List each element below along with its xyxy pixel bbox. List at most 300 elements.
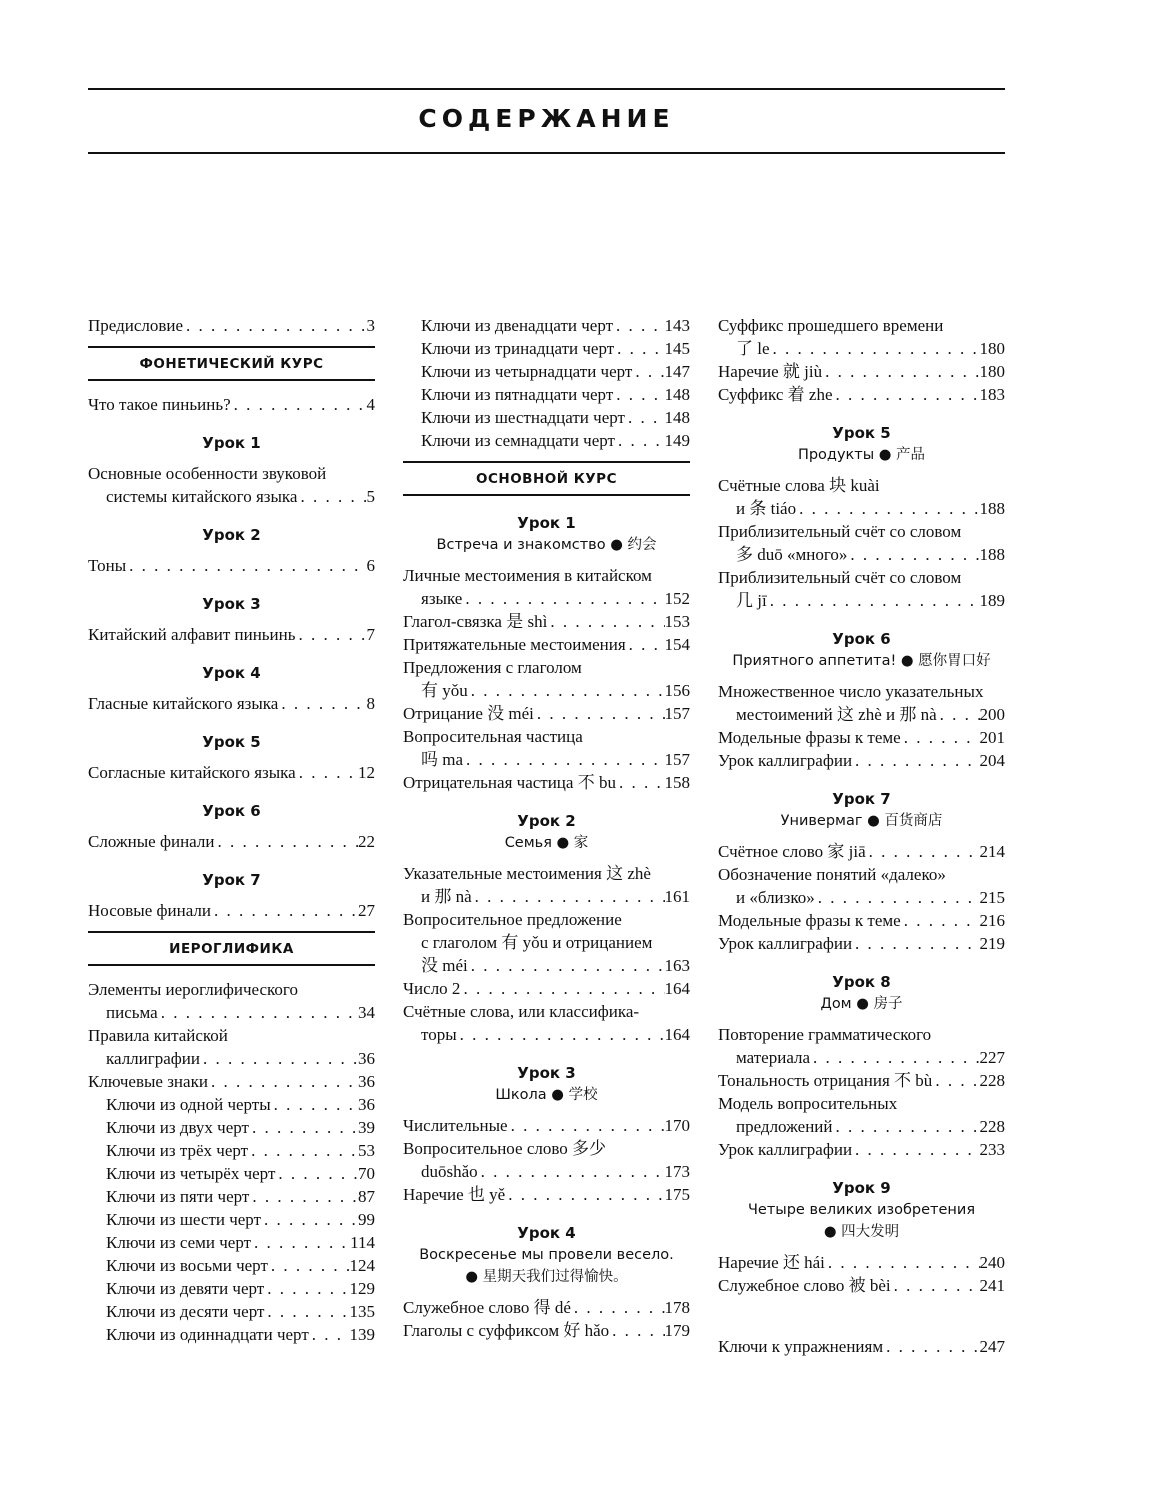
lesson-subtitle: ● 四大发明 bbox=[823, 1224, 900, 1240]
toc-entry[interactable] bbox=[718, 1069, 1005, 1092]
entry-text: Ключевые знаки bbox=[88, 1072, 208, 1091]
lesson-header bbox=[718, 971, 1005, 1015]
dot-leader bbox=[200, 1047, 358, 1070]
entry-text: и 条 tiáo bbox=[736, 499, 797, 518]
page-number: 8 bbox=[366, 694, 375, 713]
page-number: 183 bbox=[979, 385, 1005, 404]
toc-subentry[interactable] bbox=[88, 1208, 375, 1231]
page-number: 7 bbox=[366, 625, 375, 644]
dot-leader bbox=[847, 543, 979, 566]
dot-leader bbox=[626, 633, 665, 656]
toc-entry[interactable] bbox=[718, 863, 1005, 909]
page-number: 200 bbox=[979, 705, 1005, 724]
entry-text: Элементы иероглифического bbox=[88, 980, 298, 999]
page-number: 148 bbox=[664, 385, 690, 404]
page-number: 179 bbox=[664, 1321, 690, 1340]
entry-text: 多 duō «много» bbox=[736, 545, 848, 564]
page-number: 188 bbox=[979, 499, 1005, 518]
toc-entry[interactable] bbox=[718, 1092, 1005, 1138]
toc-entry[interactable] bbox=[403, 702, 690, 725]
entry-text: Тоны bbox=[88, 556, 127, 575]
lesson-title: Урок 5 bbox=[202, 733, 261, 751]
entry-text: Что такое пиньинь? bbox=[88, 395, 231, 414]
toc-entry[interactable] bbox=[88, 761, 375, 784]
page-number: 124 bbox=[349, 1256, 375, 1275]
toc-entry[interactable] bbox=[403, 725, 690, 771]
dot-leader bbox=[261, 1208, 358, 1231]
dot-leader bbox=[616, 771, 665, 794]
entry-text: Ключи из десяти черт bbox=[106, 1302, 265, 1321]
dot-leader bbox=[613, 314, 664, 337]
toc-column-2 bbox=[403, 314, 690, 1342]
dot-leader bbox=[508, 1114, 665, 1137]
lesson-title: Урок 1 bbox=[517, 514, 576, 532]
page-number: 180 bbox=[979, 339, 1005, 358]
lesson-header bbox=[718, 628, 1005, 672]
entry-text: Ключи из двенадцати черт bbox=[421, 316, 614, 335]
dot-leader bbox=[833, 383, 980, 406]
lesson-subtitle: Воскресенье мы провели весело. bbox=[419, 1247, 674, 1263]
dot-leader bbox=[183, 314, 366, 337]
entry-text: Наречие 也 yě bbox=[403, 1185, 506, 1204]
toc-subentry[interactable] bbox=[403, 406, 690, 429]
page-number: 143 bbox=[664, 316, 690, 335]
lesson-subtitle: Четыре великих изобретения bbox=[747, 1202, 976, 1218]
entry-text: Счётные слова 块 kuài bbox=[718, 476, 880, 495]
entry-text: Ключи к упражнениям bbox=[718, 1337, 884, 1356]
top-rule bbox=[88, 88, 1005, 90]
dot-leader bbox=[770, 337, 980, 360]
page-number: 204 bbox=[979, 751, 1005, 770]
entry-text: и «близко» bbox=[736, 888, 815, 907]
toc-entry[interactable] bbox=[403, 1296, 690, 1319]
entry-text: Приблизительный счёт со словом bbox=[718, 568, 962, 587]
page-number: 163 bbox=[664, 956, 690, 975]
lesson-header bbox=[718, 422, 1005, 466]
toc-entry[interactable] bbox=[718, 314, 1005, 360]
toc-entry[interactable] bbox=[88, 314, 375, 337]
lesson-header bbox=[88, 800, 375, 822]
page-number: 36 bbox=[358, 1095, 375, 1114]
lesson-subtitle: Дом ● 房子 bbox=[820, 996, 903, 1012]
dot-leader bbox=[251, 1231, 350, 1254]
toc-entry[interactable] bbox=[718, 909, 1005, 932]
page-number: 175 bbox=[664, 1185, 690, 1204]
entry-text: Ключи из девяти черт bbox=[106, 1279, 265, 1298]
dot-leader bbox=[822, 360, 979, 383]
entry-text: Повторение грамматического bbox=[718, 1025, 932, 1044]
dot-leader bbox=[478, 1160, 665, 1183]
entry-text: Служебное слово 被 bèi bbox=[718, 1276, 891, 1295]
entry-text: Вопросительное предложение bbox=[403, 910, 622, 929]
toc-entry[interactable] bbox=[403, 610, 690, 633]
entry-text: Глаголы с суффиксом 好 hǎo bbox=[403, 1321, 610, 1340]
dot-leader bbox=[937, 703, 980, 726]
dot-leader bbox=[126, 554, 366, 577]
entry-text: Ключи из пяти черт bbox=[106, 1187, 250, 1206]
entry-text: Личные местоимения в китайском bbox=[403, 566, 652, 585]
toc-subentry[interactable] bbox=[88, 1139, 375, 1162]
entry-text: Ключи из шестнадцати черт bbox=[421, 408, 625, 427]
page-number: 170 bbox=[664, 1116, 690, 1135]
toc-entry[interactable] bbox=[718, 840, 1005, 863]
entry-text: Множественное число указательных bbox=[718, 682, 984, 701]
dot-leader bbox=[852, 932, 979, 955]
entry-text: Тональность отрицания 不 bù bbox=[718, 1071, 933, 1090]
dot-leader bbox=[833, 1115, 980, 1138]
page-number: 228 bbox=[979, 1071, 1005, 1090]
toc-subentry[interactable] bbox=[88, 1277, 375, 1300]
toc-subentry[interactable] bbox=[403, 383, 690, 406]
toc-entry[interactable] bbox=[718, 360, 1005, 383]
dot-leader bbox=[264, 1277, 349, 1300]
lesson-subtitle: Универмаг ● 百货商店 bbox=[780, 813, 943, 829]
toc-column-3 bbox=[718, 314, 1005, 1358]
toc-subentry[interactable] bbox=[88, 1231, 375, 1254]
dot-leader bbox=[468, 954, 665, 977]
page-number: 214 bbox=[979, 842, 1005, 861]
page-number: 158 bbox=[664, 773, 690, 792]
toc-entry[interactable] bbox=[403, 1319, 690, 1342]
lesson-title: Урок 3 bbox=[517, 1064, 576, 1082]
toc-entry[interactable] bbox=[718, 1023, 1005, 1069]
entry-text: Ключи из одиннадцати черт bbox=[106, 1325, 309, 1344]
dot-leader bbox=[211, 899, 358, 922]
toc-entry[interactable] bbox=[88, 830, 375, 853]
entry-text: материала bbox=[736, 1048, 811, 1067]
page-number: 22 bbox=[358, 832, 375, 851]
dot-leader bbox=[625, 406, 665, 429]
page-number: 114 bbox=[350, 1233, 375, 1252]
page-number: 228 bbox=[979, 1117, 1005, 1136]
toc-entry[interactable] bbox=[718, 932, 1005, 955]
dot-leader bbox=[796, 497, 979, 520]
page-number: 241 bbox=[979, 1276, 1005, 1295]
page-number: 188 bbox=[979, 545, 1005, 564]
dot-leader bbox=[158, 1001, 358, 1024]
dot-leader bbox=[632, 360, 664, 383]
page-number: 139 bbox=[349, 1325, 375, 1344]
page-number: 147 bbox=[664, 362, 690, 381]
lesson-header bbox=[718, 788, 1005, 832]
page-number: 189 bbox=[979, 591, 1005, 610]
toc-entry[interactable] bbox=[403, 633, 690, 656]
toc-subentry[interactable] bbox=[88, 1254, 375, 1277]
entry-text: Число 2 bbox=[403, 979, 461, 998]
page-number: 240 bbox=[979, 1253, 1005, 1272]
entry-text: Согласные китайского языка bbox=[88, 763, 296, 782]
dot-leader bbox=[309, 1323, 350, 1346]
entry-text: Счётное слово 家 jiā bbox=[718, 842, 866, 861]
page-number: 180 bbox=[979, 362, 1005, 381]
dot-leader bbox=[891, 1274, 980, 1297]
toc-entry[interactable] bbox=[718, 749, 1005, 772]
toc-entry[interactable] bbox=[403, 656, 690, 702]
lesson-subtitle: Школа ● 学校 bbox=[495, 1087, 598, 1103]
entry-text: Суффикс прошедшего времени bbox=[718, 316, 944, 335]
lesson-title: Урок 4 bbox=[202, 664, 261, 682]
entry-text: Модельные фразы к теме bbox=[718, 728, 901, 747]
lesson-header bbox=[718, 1177, 1005, 1243]
lesson-title: Урок 7 bbox=[832, 790, 891, 808]
page-number: 4 bbox=[366, 395, 375, 414]
lesson-title: Урок 5 bbox=[832, 424, 891, 442]
entry-text: Ключи из одной черты bbox=[106, 1095, 271, 1114]
entry-text: 没 méi bbox=[421, 956, 468, 975]
page-number: 164 bbox=[664, 979, 690, 998]
page-number: 5 bbox=[366, 487, 375, 506]
lesson-title: Урок 2 bbox=[202, 526, 261, 544]
dot-leader bbox=[271, 1093, 358, 1116]
page-number: 216 bbox=[979, 911, 1005, 930]
page-number: 129 bbox=[349, 1279, 375, 1298]
dot-leader bbox=[883, 1335, 979, 1358]
toc-entry[interactable] bbox=[718, 1251, 1005, 1274]
dot-leader bbox=[547, 610, 664, 633]
dot-leader bbox=[615, 429, 665, 452]
entry-text: Модельные фразы к теме bbox=[718, 911, 901, 930]
dot-leader bbox=[767, 589, 980, 612]
lesson-header bbox=[88, 593, 375, 615]
dot-leader bbox=[214, 830, 358, 853]
entry-text: 了 le bbox=[736, 339, 770, 358]
toc-entry[interactable] bbox=[88, 692, 375, 715]
toc-entry[interactable] bbox=[88, 623, 375, 646]
dot-leader bbox=[249, 1185, 358, 1208]
page-number: 3 bbox=[366, 316, 375, 335]
entry-text: системы китайского языка bbox=[106, 487, 298, 506]
lesson-header bbox=[88, 432, 375, 454]
toc-entry[interactable] bbox=[88, 899, 375, 922]
toc-entry[interactable] bbox=[88, 462, 375, 508]
dot-leader bbox=[268, 1254, 350, 1277]
toc-entry[interactable] bbox=[88, 1024, 375, 1070]
dot-leader bbox=[275, 1162, 358, 1185]
dot-leader bbox=[901, 726, 980, 749]
entry-text: Ключи из тринадцати черт bbox=[421, 339, 615, 358]
toc-entry[interactable] bbox=[403, 908, 690, 977]
lesson-title: Урок 4 bbox=[517, 1224, 576, 1242]
toc-entry[interactable] bbox=[403, 1000, 690, 1046]
lesson-title: Урок 8 bbox=[832, 973, 891, 991]
page-number: 247 bbox=[979, 1337, 1005, 1356]
dot-leader bbox=[815, 886, 980, 909]
page-number: 227 bbox=[979, 1048, 1005, 1067]
lesson-title: Урок 1 bbox=[202, 434, 261, 452]
dot-leader bbox=[609, 1319, 664, 1342]
toc-entry[interactable] bbox=[718, 726, 1005, 749]
lesson-header bbox=[403, 810, 690, 854]
page-number: 70 bbox=[358, 1164, 375, 1183]
toc-subentry[interactable] bbox=[403, 337, 690, 360]
entry-text: Сложные финали bbox=[88, 832, 215, 851]
page-number: 148 bbox=[664, 408, 690, 427]
entry-text: Числительные bbox=[403, 1116, 508, 1135]
toc-entry[interactable] bbox=[88, 1070, 375, 1093]
lesson-title: Урок 7 bbox=[202, 871, 261, 889]
entry-text: Правила китайской bbox=[88, 1026, 228, 1045]
toc-entry[interactable] bbox=[403, 862, 690, 908]
dot-leader bbox=[505, 1183, 664, 1206]
page-number: 156 bbox=[664, 681, 690, 700]
lesson-subtitle: Приятного аппетита! ● 愿你胃口好 bbox=[732, 653, 991, 669]
page-number: 34 bbox=[358, 1003, 375, 1022]
lesson-title: Урок 6 bbox=[832, 630, 891, 648]
dot-leader bbox=[248, 1139, 358, 1162]
lesson-header bbox=[88, 869, 375, 891]
dot-leader bbox=[462, 587, 664, 610]
page-number: 233 bbox=[979, 1140, 1005, 1159]
dot-leader bbox=[472, 885, 665, 908]
toc-subentry[interactable] bbox=[403, 429, 690, 452]
entry-text: Гласные китайского языка bbox=[88, 694, 279, 713]
toc-entry[interactable] bbox=[718, 520, 1005, 566]
section-heading: ФОНЕТИЧЕСКИЙ КУРС bbox=[88, 346, 375, 381]
entry-text: 吗 ma bbox=[421, 750, 464, 769]
page-number: 39 bbox=[358, 1118, 375, 1137]
page-number: 154 bbox=[664, 635, 690, 654]
page-number: 157 bbox=[664, 704, 690, 723]
toc-subentry[interactable] bbox=[88, 1185, 375, 1208]
entry-text: Обозначение понятий «далеко» bbox=[718, 865, 946, 884]
entry-text: торы bbox=[421, 1025, 457, 1044]
toc-entry[interactable] bbox=[88, 393, 375, 416]
toc-entry[interactable] bbox=[718, 1335, 1005, 1358]
page-number: 164 bbox=[664, 1025, 690, 1044]
dot-leader bbox=[297, 485, 366, 508]
entry-text: Предложения с глаголом bbox=[403, 658, 582, 677]
entry-text: 几 jī bbox=[736, 591, 767, 610]
dot-leader bbox=[231, 393, 367, 416]
page-number: 36 bbox=[358, 1049, 375, 1068]
toc-entry[interactable] bbox=[88, 554, 375, 577]
entry-text: и 那 nà bbox=[421, 887, 472, 906]
entry-text: Отрицание 没 méi bbox=[403, 704, 534, 723]
page-number: 99 bbox=[358, 1210, 375, 1229]
toc-entry[interactable] bbox=[88, 978, 375, 1024]
entry-text: Указательные местоимения 这 zhè bbox=[403, 864, 651, 883]
page-number: 161 bbox=[664, 887, 690, 906]
entry-text: Ключи из семи черт bbox=[106, 1233, 252, 1252]
lesson-title: Урок 2 bbox=[517, 812, 576, 830]
page-number: 152 bbox=[664, 589, 690, 608]
toc-entry[interactable] bbox=[403, 1137, 690, 1183]
section-heading: ИЕРОГЛИФИКА bbox=[88, 931, 375, 966]
dot-leader bbox=[901, 909, 980, 932]
section-heading: ОСНОВНОЙ КУРС bbox=[403, 461, 690, 496]
lesson-header bbox=[88, 524, 375, 546]
toc-subentry[interactable] bbox=[88, 1116, 375, 1139]
lesson-subtitle: Встреча и знакомство ● 约会 bbox=[436, 537, 657, 553]
entry-text: Суффикс 着 zhe bbox=[718, 385, 833, 404]
page-title: СОДЕРЖАНИЕ bbox=[418, 104, 675, 133]
toc-subentry[interactable] bbox=[403, 360, 690, 383]
entry-text: Вопросительная частица bbox=[403, 727, 583, 746]
page-number: 53 bbox=[358, 1141, 375, 1160]
entry-text: языке bbox=[421, 589, 463, 608]
page-number: 36 bbox=[358, 1072, 375, 1091]
dot-leader bbox=[852, 749, 979, 772]
toc-entry[interactable] bbox=[718, 383, 1005, 406]
toc-entry[interactable] bbox=[403, 1114, 690, 1137]
page-number: 201 bbox=[979, 728, 1005, 747]
lesson-header bbox=[403, 512, 690, 556]
entry-text: Ключи из четырёх черт bbox=[106, 1164, 276, 1183]
page-number: 219 bbox=[979, 934, 1005, 953]
lesson-title: Урок 9 bbox=[832, 1179, 891, 1197]
toc-entry[interactable] bbox=[718, 680, 1005, 726]
page-number: 135 bbox=[349, 1302, 375, 1321]
toc-entry[interactable] bbox=[718, 474, 1005, 520]
lesson-header bbox=[88, 731, 375, 753]
toc-entry[interactable] bbox=[403, 771, 690, 794]
dot-leader bbox=[249, 1116, 358, 1139]
dot-leader bbox=[208, 1070, 358, 1093]
entry-text: Носовые финали bbox=[88, 901, 211, 920]
toc-column-1 bbox=[88, 314, 375, 1346]
entry-text: 有 yǒu bbox=[421, 681, 468, 700]
page-number: 149 bbox=[664, 431, 690, 450]
entry-text: Счётные слова, или классифика- bbox=[403, 1002, 640, 1021]
dot-leader bbox=[571, 1296, 665, 1319]
toc-entry[interactable] bbox=[718, 1274, 1005, 1297]
toc-subentry[interactable] bbox=[403, 314, 690, 337]
dot-leader bbox=[278, 692, 366, 715]
page-number: 215 bbox=[979, 888, 1005, 907]
entry-text: Урок каллиграфии bbox=[718, 934, 853, 953]
entry-text: местоимений 这 zhè и 那 nà bbox=[736, 705, 937, 724]
entry-text: Ключи из семнадцати черт bbox=[421, 431, 615, 450]
entry-text: Притяжательные местоимения bbox=[403, 635, 626, 654]
dot-leader bbox=[825, 1251, 980, 1274]
entry-text: Ключи из четырнадцати черт bbox=[421, 362, 633, 381]
toc-entry[interactable] bbox=[403, 564, 690, 610]
page-number: 6 bbox=[366, 556, 375, 575]
entry-text: предложений bbox=[736, 1117, 833, 1136]
toc-subentry[interactable] bbox=[88, 1093, 375, 1116]
entry-text: письма bbox=[106, 1003, 158, 1022]
entry-text: Урок каллиграфии bbox=[718, 1140, 853, 1159]
toc-subentry[interactable] bbox=[88, 1300, 375, 1323]
dot-leader bbox=[614, 337, 664, 360]
entry-text: Ключи из двух черт bbox=[106, 1118, 249, 1137]
toc-entry[interactable] bbox=[718, 566, 1005, 612]
toc-subentry[interactable] bbox=[88, 1162, 375, 1185]
entry-text: Наречие 还 hái bbox=[718, 1253, 825, 1272]
entry-text: Урок каллиграфии bbox=[718, 751, 853, 770]
dot-leader bbox=[457, 1023, 665, 1046]
entry-text: Ключи из пятнадцати черт bbox=[421, 385, 614, 404]
page-number: 27 bbox=[358, 901, 375, 920]
dot-leader bbox=[866, 840, 980, 863]
lesson-header bbox=[403, 1222, 690, 1288]
dot-leader bbox=[932, 1069, 979, 1092]
toc-subentry[interactable] bbox=[88, 1323, 375, 1346]
page-number: 12 bbox=[358, 763, 375, 782]
dot-leader bbox=[810, 1046, 979, 1069]
dot-leader bbox=[296, 623, 367, 646]
lesson-header bbox=[88, 662, 375, 684]
toc-entry[interactable] bbox=[718, 1138, 1005, 1161]
lesson-header bbox=[403, 1062, 690, 1106]
entry-text: Основные особенности звуковой bbox=[88, 464, 327, 483]
toc-entry[interactable] bbox=[403, 977, 690, 1000]
dot-leader bbox=[264, 1300, 349, 1323]
entry-text: Ключи из шести черт bbox=[106, 1210, 262, 1229]
dot-leader bbox=[534, 702, 665, 725]
toc-entry[interactable] bbox=[403, 1183, 690, 1206]
dot-leader bbox=[613, 383, 664, 406]
